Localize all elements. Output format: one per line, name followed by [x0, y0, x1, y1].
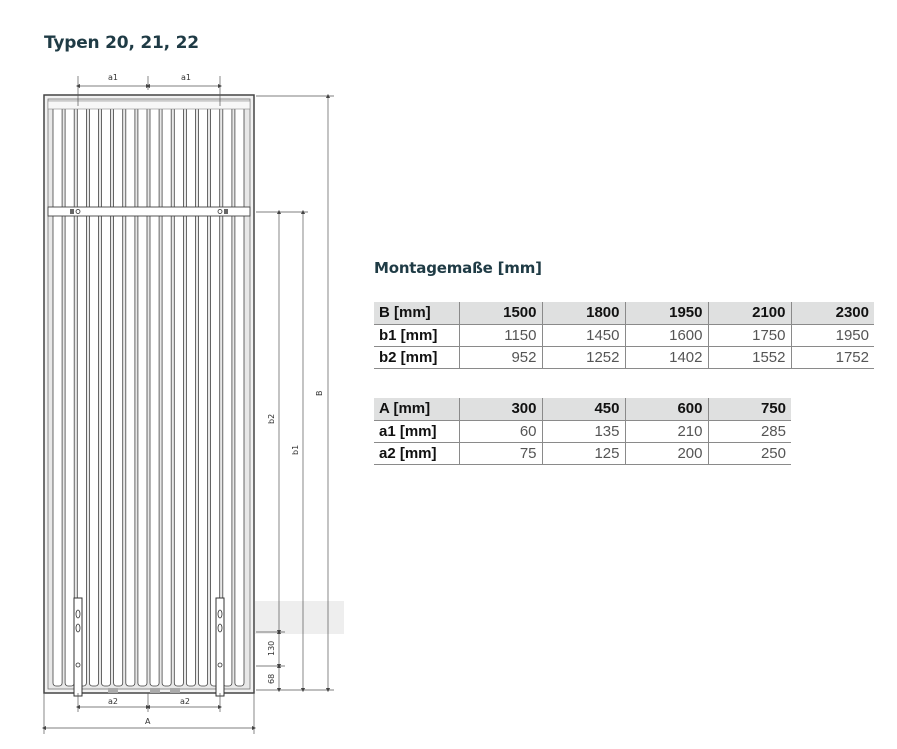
table-row	[374, 346, 874, 368]
table-cell: a1 [mm]	[374, 420, 459, 442]
table-cell: 1950	[791, 324, 874, 346]
radiator-tube	[162, 104, 171, 686]
table-cell: 952	[459, 346, 542, 368]
table-header-cell: 1500	[459, 302, 542, 324]
label-68: 68	[267, 673, 276, 684]
radiator-tube	[89, 104, 98, 686]
radiator-tube	[102, 104, 111, 686]
label-130: 130	[267, 640, 276, 656]
bracket-clip-icon	[224, 209, 228, 214]
table-header-cell: 750	[708, 398, 791, 420]
table-cell: 1402	[625, 346, 708, 368]
radiator-tube	[65, 104, 74, 686]
table-header-row	[374, 302, 874, 324]
bracket-clip-icon	[70, 209, 74, 214]
table-cell: 250	[708, 442, 791, 464]
label-b2: b2	[267, 413, 276, 424]
table-cell: b1 [mm]	[374, 324, 459, 346]
table-header-cell: 1800	[542, 302, 625, 324]
radiator-tube	[235, 104, 244, 686]
table-cell: 1752	[791, 346, 874, 368]
label-a1-right: a1	[181, 73, 191, 82]
table-cell: 1600	[625, 324, 708, 346]
table-cell: 135	[542, 420, 625, 442]
label-A: A	[145, 717, 151, 726]
table-header-cell: A [mm]	[374, 398, 459, 420]
table-row	[374, 324, 874, 346]
table-cell: 200	[625, 442, 708, 464]
label-a1-left: a1	[108, 73, 118, 82]
table-b-dimensions	[374, 302, 874, 369]
table-row	[374, 420, 791, 442]
label-a2-left: a2	[108, 697, 118, 706]
radiator-tube	[138, 104, 147, 686]
tables-title: Montagemaße [mm]	[374, 259, 542, 277]
radiator-tube	[126, 104, 135, 686]
table-cell: 1252	[542, 346, 625, 368]
page-title: Typen 20, 21, 22	[44, 33, 199, 53]
upper-bracket	[48, 207, 250, 216]
table-header-cell: 2300	[791, 302, 874, 324]
lower-console-right	[216, 598, 224, 696]
table-cell: 75	[459, 442, 542, 464]
table-header-cell: 2100	[708, 302, 791, 324]
table-a-dimensions	[374, 398, 791, 465]
table-cell: 1552	[708, 346, 791, 368]
radiator-tube	[186, 104, 195, 686]
table-header-cell: 1950	[625, 302, 708, 324]
table-cell: 125	[542, 442, 625, 464]
radiator-tube	[199, 104, 208, 686]
table-header-cell: 300	[459, 398, 542, 420]
watermark-block	[255, 601, 344, 634]
table-cell: a2 [mm]	[374, 442, 459, 464]
radiator-tube	[53, 104, 62, 686]
table-header-cell: 450	[542, 398, 625, 420]
table-header-cell: B [mm]	[374, 302, 459, 324]
table-cell: b2 [mm]	[374, 346, 459, 368]
label-a2-right: a2	[180, 697, 190, 706]
table-cell: 285	[708, 420, 791, 442]
table-cell: 1750	[708, 324, 791, 346]
bottom-connection	[108, 688, 118, 693]
table-row	[374, 442, 791, 464]
table-cell: 210	[625, 420, 708, 442]
table-header-cell: 600	[625, 398, 708, 420]
radiator-tube	[114, 104, 123, 686]
table-header-row	[374, 398, 791, 420]
table-cell: 1450	[542, 324, 625, 346]
table-cell: 60	[459, 420, 542, 442]
label-B: B	[315, 390, 324, 396]
bottom-connection	[170, 688, 180, 693]
lower-console-left	[74, 598, 82, 696]
label-b1: b1	[291, 444, 300, 455]
table-cell: 1150	[459, 324, 542, 346]
bottom-connection	[150, 688, 160, 693]
radiator-tube	[174, 104, 183, 686]
radiator-tube	[150, 104, 159, 686]
